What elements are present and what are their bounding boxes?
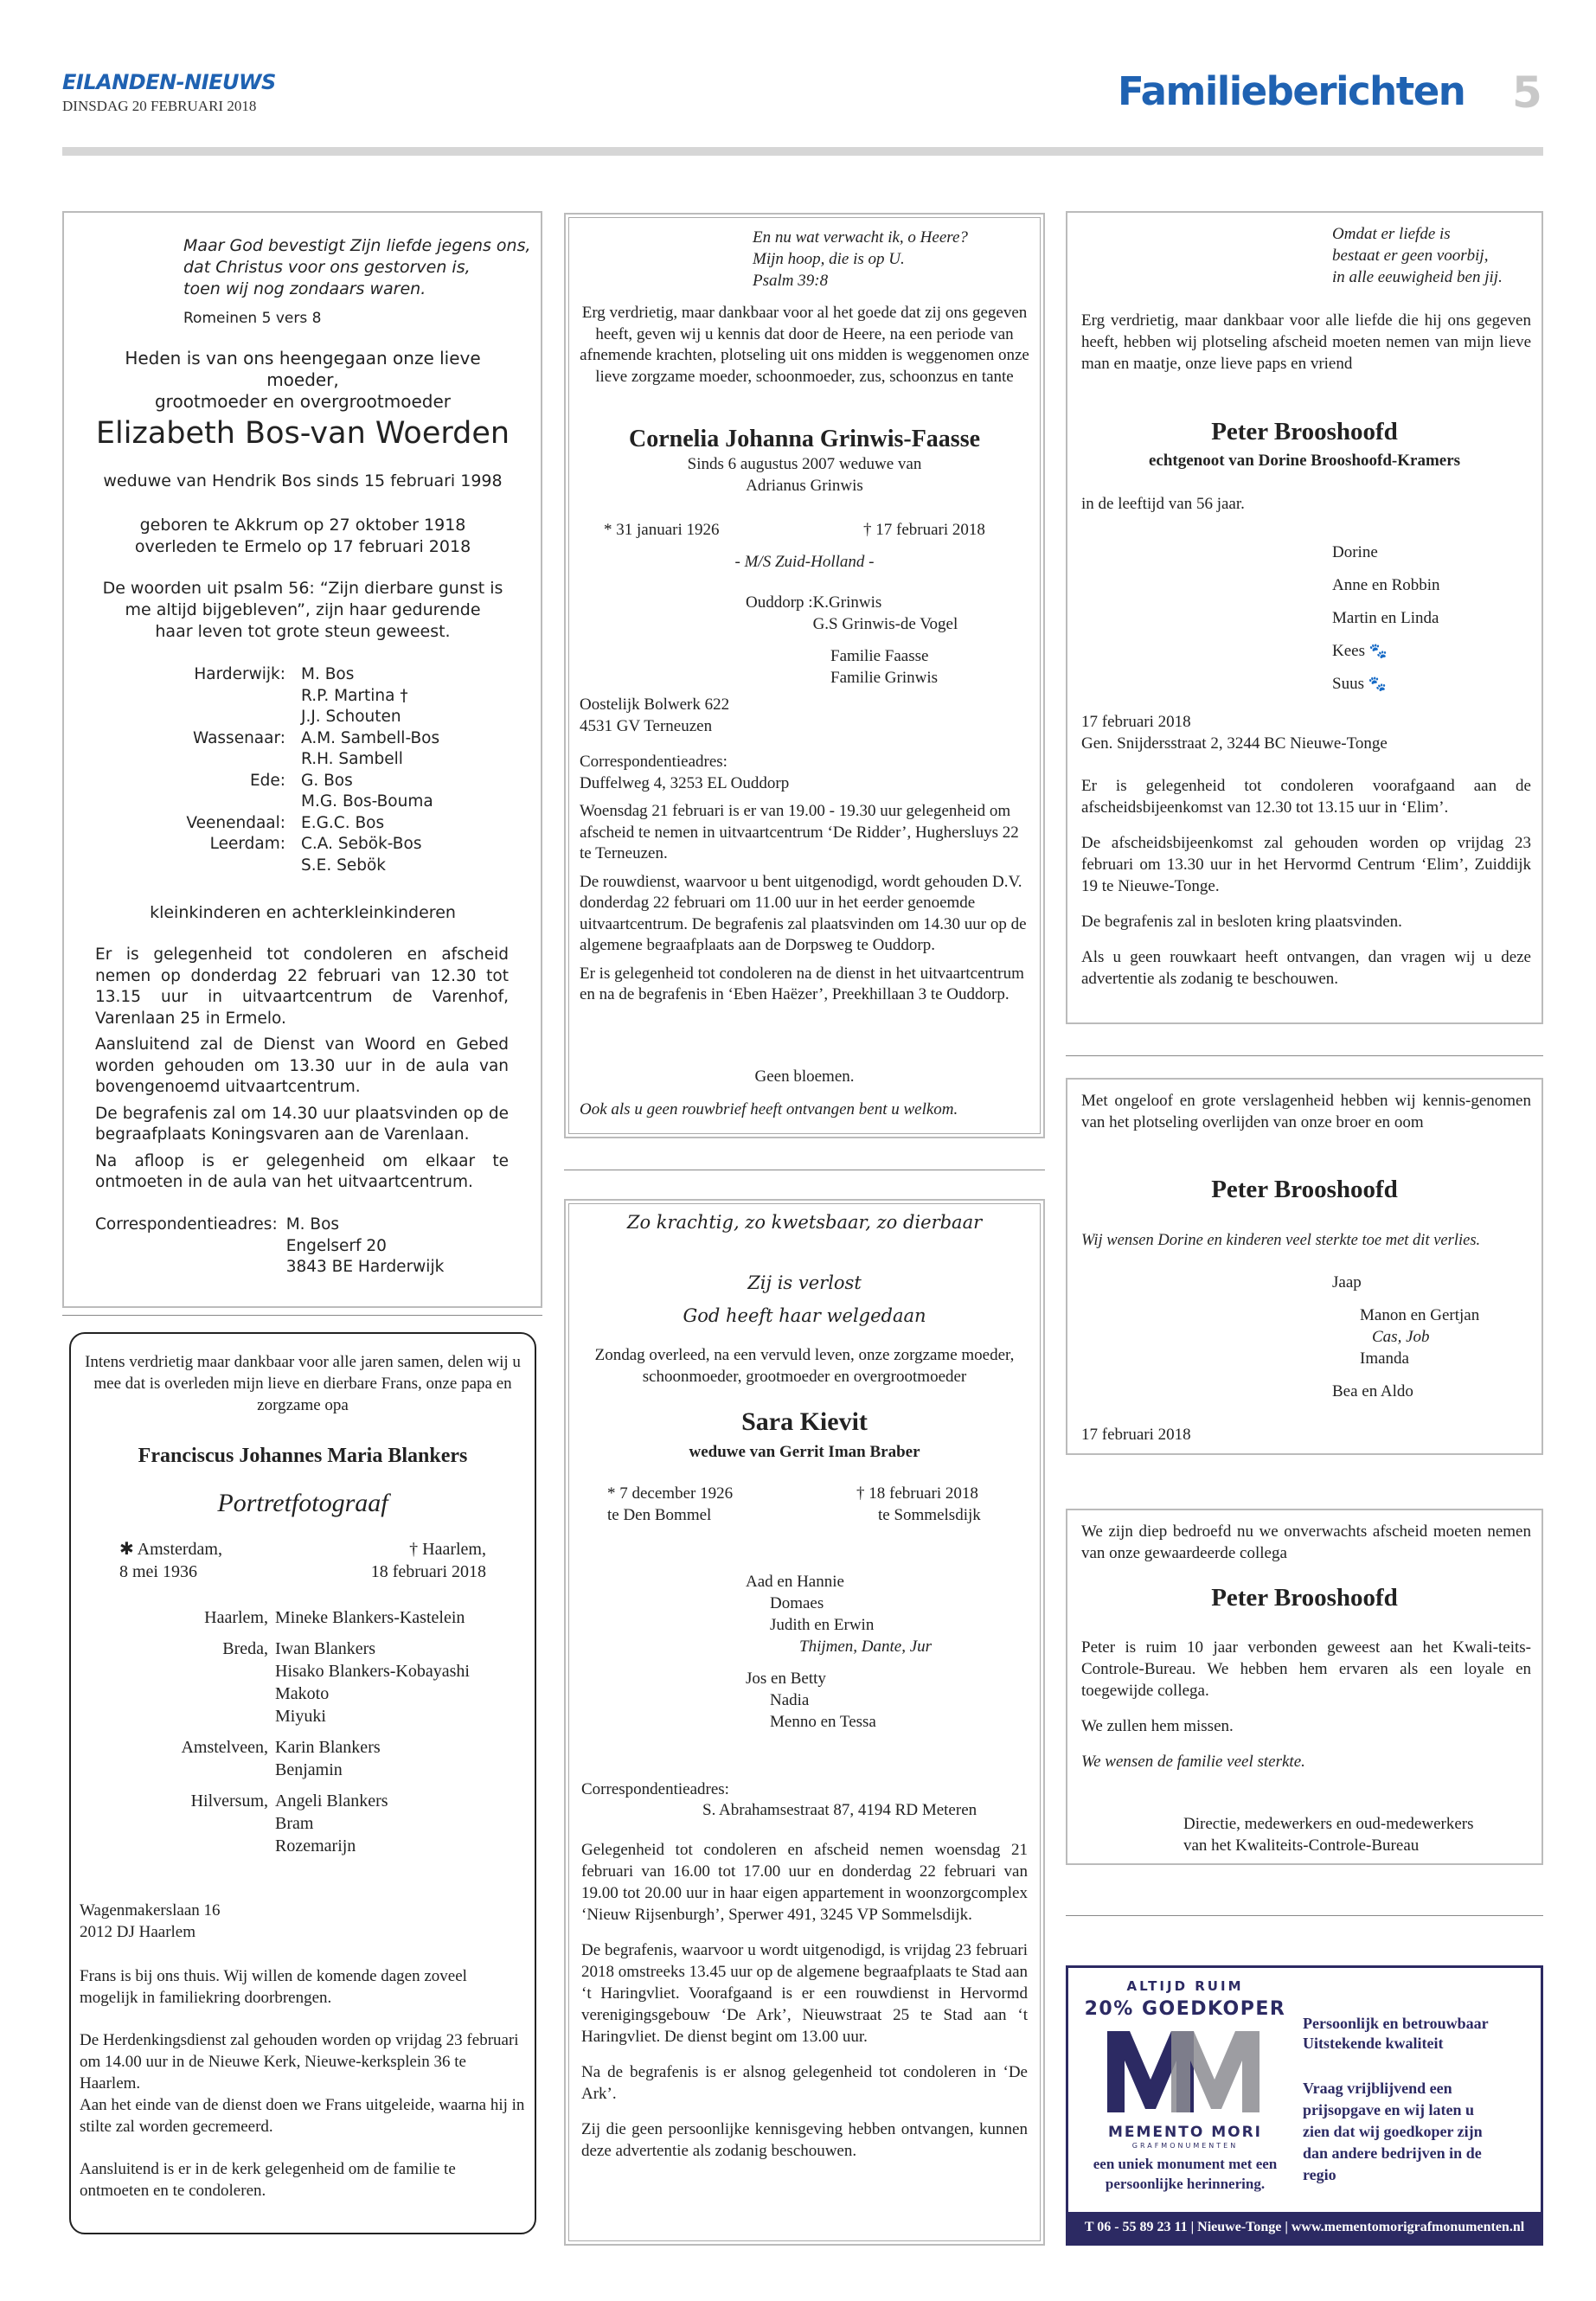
ad-grinwis-family: Ouddorp : K.Grinwis G.S Grinwis-de Vogel [746,593,958,633]
promo-top1: ALTIJD RUIM [1126,1978,1244,1994]
ad-bos-dates: geboren te Akkrum op 27 oktober 1918 overleden te Ermelo op 17 februari 2018 [134,516,471,556]
ad-grinwis-address: Oostelijk Bolwerk 622 4531 GV Terneuzen [580,695,730,735]
ad-bos-grandchildren: kleinkinderen en achterkleinkinderen [150,903,456,922]
ad-peter-colleagues-body: Peter is ruim 10 jaar verbonden geweest aan het Kwali-teits-Controle-Bureau. We hebben hem ervaren als een loyale en toegewijde collega. We zullen hem missen. We wensen de familie veel sterkte. [1081,1638,1531,1771]
ad-grinwis-widow: Sinds 6 augustus 2007 weduwe van Adrianus Grinwis [687,455,922,495]
promo-footer: T 06 - 55 89 23 11 | Nieuwe-Tonge | www.mementomorigrafmonumenten.nl [1068,2212,1541,2243]
ad-peter-siblings-intro: Met ongeloof en grote verslagenheid hebben wij kennis-genomen van het plotseling overlijden van onze broer en oom [1081,1092,1531,1131]
promo-logo [1104,2026,1265,2121]
ad-peter-siblings-name: Peter Brooshoofd [1211,1176,1398,1203]
ad-blankers-born: ✱ Amsterdam, 8 mei 1936 [119,1540,222,1581]
ad-peter-date: 17 februari 2018 Gen. Snijdersstraat 2, 3244 BC Nieuwe-Tonge [1081,713,1388,753]
ad-peter-colleagues-name: Peter Brooshoofd [1211,1584,1398,1612]
ad-kievit-intro: Zondag overleed, na een vervuld leven, onze zorgzame moeder, schoonmoeder, grootmoeder en overgrootmoeder [594,1346,1015,1386]
ad-peter-intro: Erg verdrietig, maar dankbaar voor alle liefde die hij ons gegeven heeft, hebben wij plotseling afscheid moeten nemen van mijn lieve man en maatje, onze lieve paps en vriend [1081,311,1531,373]
promo-right-text: Vraag vrijblijvend een prijsopgave en wij laten u zien dat wij goedkoper zijn dan andere bedrijven in de regio [1303,2080,1483,2183]
ad-bos-psalm: De woorden uit psalm 56: “Zijn dierbare gunst is me altijd bijgebleven”, zijn haar gedurende haar leven tot grote steun geweest. [102,579,503,641]
ad-bos-body: Er is gelegenheid tot condoleren en afscheid nemen op donderdag 22 februari van 12.30 tot 13.15 uur in uitvaartcentrum de Varenhof, Varenlaan 25 in Ermelo. Aansluitend zal de Dienst van Woord en Gebed worden gehouden om 13.30 uur in de aula van bovengenoemd uitvaartcentrum. De begrafenis zal om 14.30 uur plaatsvinden op de begraafplaats Koningsvaren aan de Varenlaan. Na afloop is er gelegenheid om elkaar te ontmoeten in de aula van het uitvaartcentrum. [95,945,509,1191]
ad-blankers-title: Portretfotograaf [217,1489,388,1517]
ad-kievit-body: Gelegenheid tot condoleren en afscheid nemen woensdag 21 februari van 16.00 tot 17.00 uur en donderdag 22 februari van 19.00 tot 20.00 uur in haar eigen appartement in woonzorgcomplex ‘Nieuw Rijsenburgh’, Sperwer 491, 3245 VP Sommelsdijk. De begrafenis, waarvoor u wordt uitgenodigd, is vrijdag 23 februari 2018 omstreeks 13.45 uur op de algemene begraafplaats te Stad aan ‘t Haringvliet. Voorafgaand is er een rouwdienst in Hervormd verenigingsgebouw ‘De Ark’, Nieuwstraat 25 te Stad aan ‘t Haringvliet. De dienst begint om 13.00 uur. Na de begrafenis is er alsnog gelegenheid tot condoleren in ‘De Ark’. Zij die geen persoonlijke kennisgeving hebben ontvangen, kunnen deze advertentie als zodanig beschouwen. [581,1841,1028,2160]
ad-bos-family: Harderwijk: M. Bos R.P. Martina † J.J. Schouten Wassenaar: A.M. Sambell-Bos R.H. Sambell Ede: G. Bos M.G. Bos-Bouma Veenendaal: E.G.C. Bos Leerdam: C.A. Sebök-Bos S.E. Sebök [186,665,440,875]
ad-kievit-widow: weduwe van Gerrit Iman Braber [689,1443,920,1461]
ad-peter-siblings-date: 17 februari 2018 [1081,1426,1191,1444]
promo-right-heading: Persoonlijk en betrouwbaar Uitstekende kwaliteit [1303,2015,1489,2052]
ad-blankers-family: Haarlem, Mineke Blankers-Kastelein Breda, Iwan Blankers Hisako Blankers-Kobayashi Makoto Miyuki Amstelveen, Karin Blankers Benjamin Hilversum, Angeli Blankers Bram Rozemarijn [181,1608,470,1856]
memento-mori-logo-icon [1104,2026,1265,2121]
ad-bos-name: Elizabeth Bos-van Woerden [95,416,510,451]
ad-blankers-died: † Haarlem, 18 februari 2018 [370,1540,486,1581]
ad-grinwis-family2: Familie Faasse Familie Grinwis [830,647,939,687]
ad-kievit-verse2: Zij is verlost God heeft haar welgedaan [683,1272,926,1326]
ad-grinwis-body: Woensdag 21 februari is er van 19.00 - 19.30 uur gelegenheid om afscheid te nemen in uitvaartcentrum ‘De Ridder’, Hughersluys 22 te Terneuzen. De rouwdienst, waarvoor u bent uitgenodigd, wordt gehouden D.V. donderdag 22 februari om 11.00 uur in het eerder genoemde uitvaartcentrum. De begrafenis zal plaatsvinden om 14.30 uur op de algemene begraafplaats aan de Dorpsweg te Ouddorp. Er is gelegenheid tot condoleren na de dienst in het uitvaartcentrum en na de begrafenis in ‘Eben Haëzer’, Preekhillaan 3 te Ouddorp. [580,802,1027,1003]
page-number: 5 [1512,67,1542,118]
ad-blankers-intro: Intens verdrietig maar dankbaar voor alle jaren samen, delen wij u mee dat is overleden mijn lieve en dierbare Frans, onze papa en zorgzame opa [85,1353,521,1414]
ad-bos-correspondence: Correspondentieadres: M. Bos Engelserf 20 3843 BE Harderwijk [95,1215,445,1276]
ad-blankers-name: Franciscus Johannes Maria Blankers [138,1445,468,1467]
ad-peter-spouse: echtgenoot van Dorine Brooshoofd-Kramers [1148,452,1461,470]
promo-tagline: een uniek monument met een persoonlijke herinnering. [1093,2156,1278,2192]
ad-bos-intro: Heden is van ons heengegaan onze lieve moeder, grootmoeder en overgrootmoeder [125,348,481,412]
paw-icon: 🐾 [1368,643,1388,659]
ad-kievit-verse: Zo krachtig, zo kwetsbaar, zo dierbaar [626,1212,983,1233]
ad-kievit-died: † 18 februari 2018 te Sommelsdijk [856,1484,981,1524]
paw-icon: 🐾 [1368,676,1387,692]
ad-kievit-family: Aad en Hannie Domaes Judith en Erwin Thijmen, Dante, Jur Jos en Betty Nadia Menno en Tessa [746,1573,933,1731]
ad-peter-family-list: Dorine Anne en Robbin Martin en Linda Kees 🐾 Suus 🐾 [1332,543,1440,693]
ad-grinwis-corr: Correspondentieadres: Duffelweg 4, 3253 EL Ouddorp [580,753,790,792]
ad-peter-name: Peter Brooshoofd [1211,418,1398,445]
promo-top2: 20% GOEDKOPER [1084,1998,1286,2020]
ad-bos-verse: Maar God bevestigt Zijn liefde jegens ons, dat Christus voor ons gestorven is, toen wij nog zondaars waren. [183,236,531,298]
ad-grinwis-born: * 31 januari 1926 [604,521,720,539]
ad-blankers-body: Frans is bij ons thuis. Wij willen de komende dagen zoveel mogelijk in familiekring doorbrengen. De Herdenkingsdienst zal gehouden worden op vrijdag 23 februari om 14.00 uur in de Nieuwe Kerk, Nieuwe-kerksplein 36 te Haarlem. Aan het einde van de dienst doen we Frans uitgeleide, waarna hij in stilte zal worden gecremeerd. Aansluitend is er in de kerk gelegenheid om de familie te ontmoeten en te condoleren. [80,1967,525,2200]
ad-peter-body: Er is gelegenheid tot condoleren voorafgaand aan de afscheidsbijeenkomst van 12.30 tot 13.15 uur in ‘Elim’. De afscheidsbijeenkomst zal gehouden worden op vrijdag 23 februari om 13.30 uur in het Hervormd Centrum ‘Elim’, Zuiddijk 19 te Nieuwe-Tonge. De begrafenis zal in besloten kring plaatsvinden. Als u geen rouwkaart heeft ontvangen, dan vragen wij u deze advertentie als zodanig te beschouwen. [1081,777,1531,988]
ad-bos-widow: weduwe van Hendrik Bos sinds 15 februari 1998 [103,471,503,490]
ad-grinwis-verse: En nu wat verwacht ik, o Heere? Mijn hoop, die is op U. Psalm 39:8 [753,228,968,290]
ad-kievit-corr: S. Abrahamsestraat 87, 4194 RD Meteren [702,1801,977,1819]
ad-peter-age: in de leeftijd van 56 jaar. [1081,495,1245,513]
ad-grinwis-ship: - M/S Zuid-Holland - [734,553,875,571]
section-title: Familieberichten [1118,68,1465,114]
ad-kievit-corr-label: Correspondentieadres: [581,1780,729,1798]
masthead-brand: EILANDEN-NIEUWS [62,70,276,94]
ad-peter-colleagues-intro: We zijn diep bedroefd nu we onverwachts afscheid moeten nemen van onze gewaardeerde collega [1081,1522,1531,1562]
ad-peter-siblings-wish: Wij wensen Dorine en kinderen veel sterkte toe met dit verlies. [1081,1232,1481,1249]
rule-col3a [1066,1055,1543,1056]
ad-grinwis-note: Ook als u geen rouwbrief heeft ontvangen bent u welkom. [580,1100,958,1118]
ad-kievit-born: * 7 december 1926 te Den Bommel [607,1484,734,1524]
ad-grinwis-intro: Erg verdrietig, maar dankbaar voor al het goede dat zij ons gegeven heeft, geven wij u kennis dat door de Heere, na een periode van afnemende krachten, plotseling uit ons midden is weggenomen onze lieve zorgzame moeder, schoonmoeder, zus, schoonzus en tante [580,304,1029,386]
ad-bos-verse-ref: Romeinen 5 vers 8 [183,310,322,327]
ad-kievit-name: Sara Kievit [741,1407,868,1436]
ad-peter-verse: Omdat er liefde is bestaat er geen voorbij, in alle eeuwigheid ben jij. [1332,225,1503,286]
ad-grinwis-died: † 17 februari 2018 [863,521,985,539]
rule-col1 [62,1315,542,1316]
header-divider [62,147,1543,156]
ad-peter-siblings-family: Jaap Manon en Gertjan Cas, Job Imanda Bea en Aldo [1332,1273,1480,1400]
ad-grinwis-name: Cornelia Johanna Grinwis-Faasse [628,426,981,452]
ad-peter-colleagues-sign: Directie, medewerkers en oud-medewerkers van het Kwaliteits-Controle-Bureau [1183,1815,1474,1855]
promo-logo-name: MEMENTO MORI [1107,2124,1263,2141]
ad-grinwis-flowers: Geen bloemen. [754,1067,855,1086]
masthead-date: DINSDAG 20 FEBRUARI 2018 [62,98,257,114]
ad-blankers-address: Wagenmakerslaan 16 2012 DJ Haarlem [80,1901,221,1941]
rule-col3b [1066,1915,1543,1916]
promo-logo-sub: GRAFMONUMENTEN [1131,2142,1239,2150]
